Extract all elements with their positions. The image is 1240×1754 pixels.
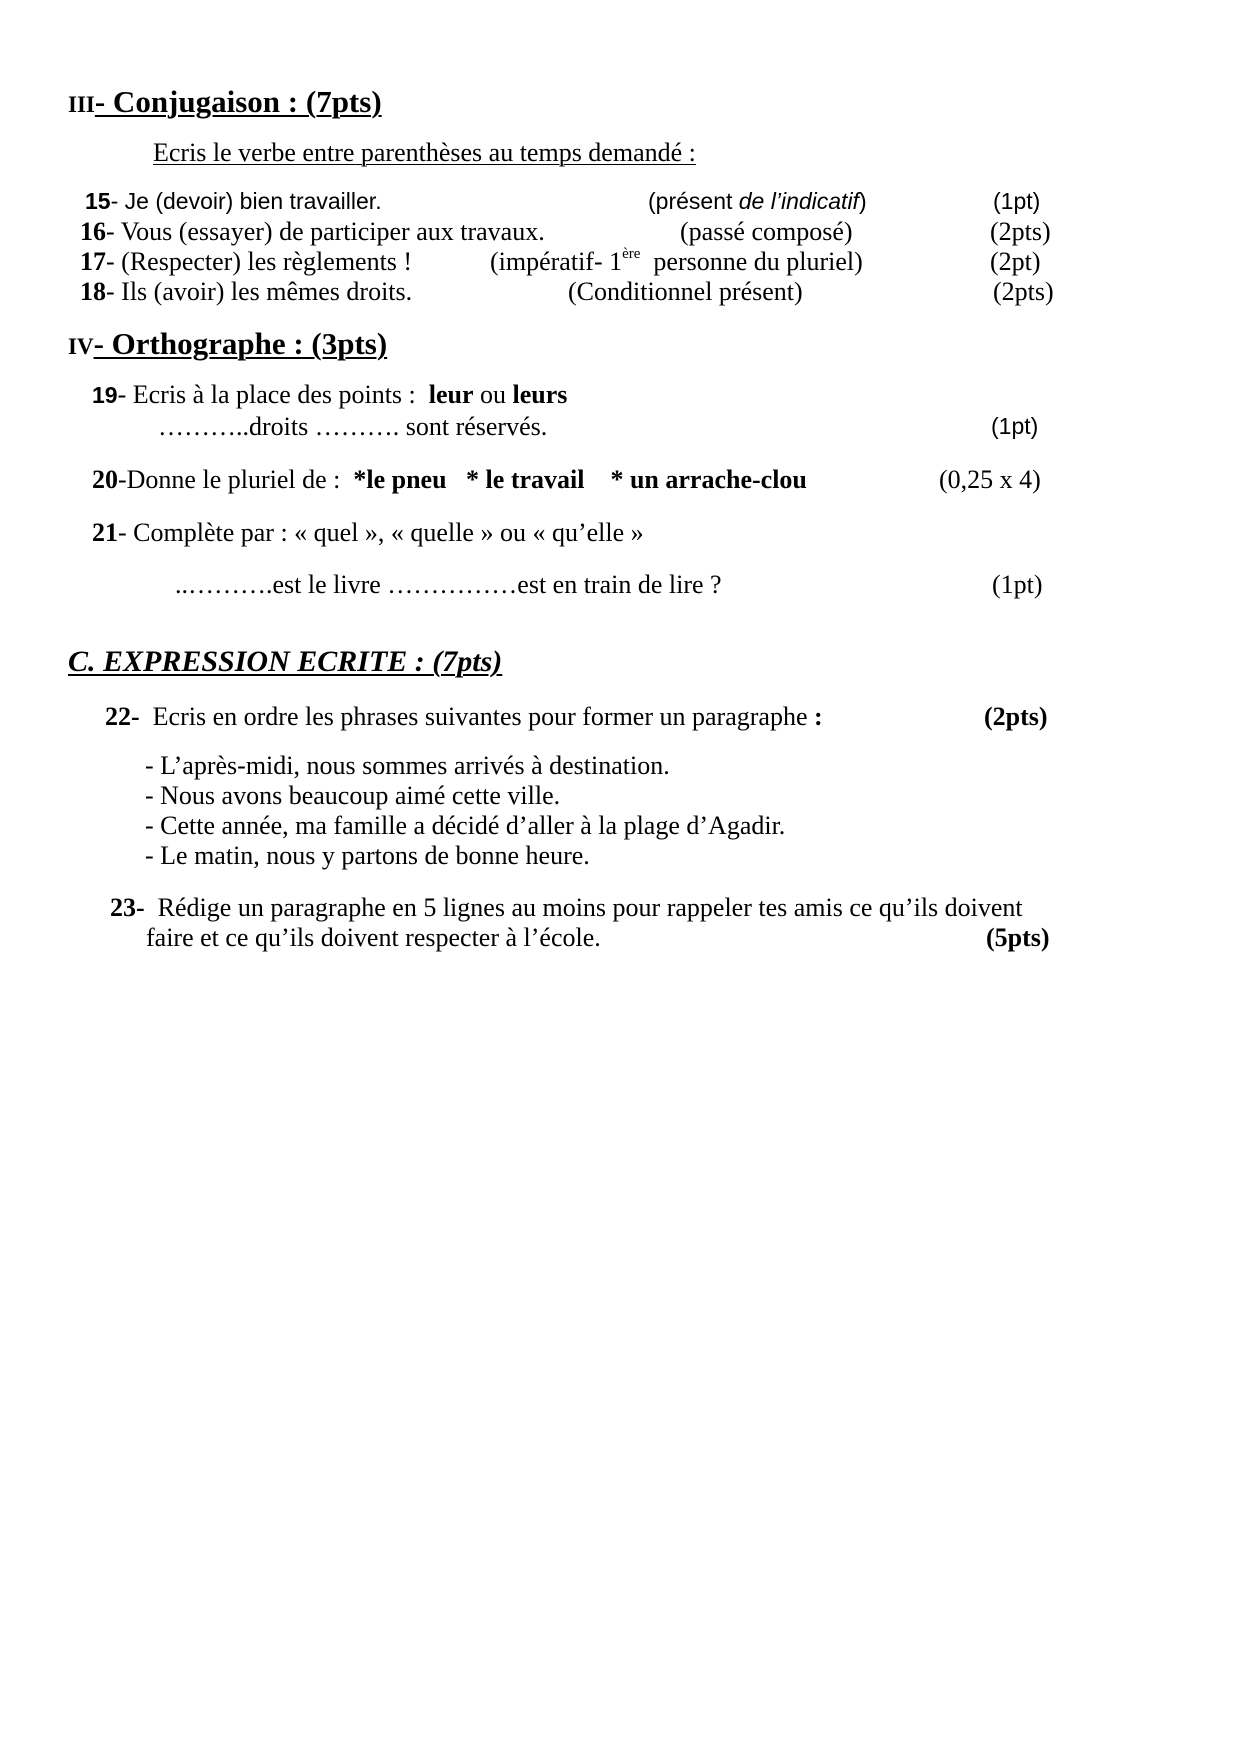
section-3-title: - Conjugaison : (7pts): [94, 84, 382, 119]
question-20: 20-Donne le pluriel de : *le pneu * le travail * un arrache-clou: [92, 465, 807, 494]
item-18-points: (2pts): [993, 277, 1054, 306]
item-18-tense: (Conditionnel présent): [568, 277, 803, 306]
sentence-2: - Nous avons beaucoup aimé cette ville.: [145, 781, 561, 810]
question-23-line-2: faire et ce qu’ils doivent respecter à l’école.: [146, 923, 601, 952]
question-20-points: (0,25 x 4): [939, 465, 1041, 494]
question-21-points: (1pt): [992, 570, 1043, 599]
item-17: 17- (Respecter) les règlements !: [80, 247, 413, 276]
question-19-line: ………..droits ………. sont réservés.: [158, 412, 548, 441]
item-16-points: (2pts): [990, 217, 1051, 246]
question-21: 21- Complète par : « quel », « quelle » ou « qu’elle »: [92, 518, 644, 547]
section-4-heading: [68, 326, 387, 362]
item-16-tense: (passé composé): [680, 217, 853, 246]
section-3-instruction: Ecris le verbe entre parenthèses au temps demandé :: [153, 138, 696, 167]
section-c-title: C. EXPRESSION ECRITE : (7pts): [68, 645, 503, 678]
item-18: 18- Ils (avoir) les mêmes droits.: [80, 277, 413, 306]
item-16: 16- Vous (essayer) de participer aux travaux.: [80, 217, 545, 246]
item-17-tense: (impératif- 1ère personne du pluriel): [490, 246, 863, 276]
item-15-points: (1pt): [993, 188, 1041, 214]
section-4-numeral: IV: [68, 334, 94, 359]
section-3-heading: [68, 84, 382, 120]
question-22-points: (2pts): [984, 702, 1048, 731]
sentence-4: - Le matin, nous y partons de bonne heure.: [145, 841, 590, 870]
question-23-points: (5pts): [986, 923, 1050, 952]
item-17-points: (2pt): [990, 247, 1041, 276]
section-4-title: - Orthographe : (3pts): [93, 326, 388, 361]
item-15-tense: (présent de l’indicatif): [648, 188, 867, 214]
item-15: 15- Je (devoir) bien travailler.: [85, 188, 382, 214]
sentence-1: - L’après-midi, nous sommes arrivés à destination.: [145, 751, 670, 780]
question-19: 19- Ecris à la place des points : leur ou leurs: [92, 380, 568, 409]
question-19-points: (1pt): [991, 413, 1039, 439]
question-21-line: ..……….est le livre ……………est en train de lire ?: [175, 570, 722, 599]
section-3-numeral: III: [68, 92, 95, 117]
question-23: 23- Rédige un paragraphe en 5 lignes au moins pour rappeler tes amis ce qu’ils doivent: [110, 893, 1023, 922]
sentence-3: - Cette année, ma famille a décidé d’aller à la plage d’Agadir.: [145, 811, 786, 840]
question-22: 22- Ecris en ordre les phrases suivantes pour former un paragraphe :: [105, 702, 823, 731]
question-20-words: *le pneu * le travail * un arrache-clou: [353, 465, 807, 494]
